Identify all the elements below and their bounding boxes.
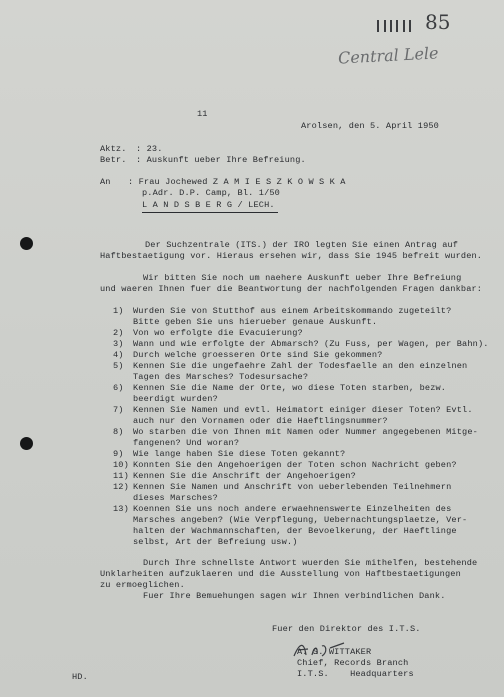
aktz-value: : 23. [136,144,163,154]
address-line-1: : Frau Jochewed Z A M I E S Z K O W S K A [128,177,346,187]
closing-line-3: zu ermoeglichen. [100,580,185,590]
closing-line-1: Durch Ihre schnellste Antwort wuerden Sie mithelfen, bestehende [143,558,478,568]
question-13-line-4: selbst, Art der Befreiung usw.) [133,537,298,547]
question-13-line-3: halten der Wachmannschaften, der Bevoelkerung, der Haeftlinge [133,526,457,536]
question-2-line-1: Von wo erfolgte die Evacuierung? [133,328,303,338]
question-5-num: 5) [113,361,124,371]
question-11-line-1: Kennen Sie die Anschrift der Angehoerigen? [133,471,356,481]
question-3-num: 3) [113,339,124,349]
address-line-2: p.Adr. D.P. Camp, Bl. 1/50 [142,188,280,198]
question-3-line-1: Wann und wie erfolgte der Abmarsch? (Zu Fuss, per Wagen, per Bahn). [133,339,489,349]
punch-hole-top [20,237,33,250]
question-13-line-1: Koennen Sie uns noch andere erwaehnenswerte Einzelheiten des [133,504,452,514]
question-5-line-1: Kennen Sie die ungefaehre Zahl der Todesfaelle an den einzelnen [133,361,468,371]
question-10-line-1: Konnten Sie den Angehoerigen der Toten schon Nachricht geben? [133,460,457,470]
address-label: An [100,177,111,187]
signature-org: I.T.S. Headquarters [297,669,414,679]
typist-initials: HD. [72,672,88,682]
address-underline [142,212,278,213]
file-number: 85 [425,10,451,34]
question-7-num: 7) [113,405,124,415]
question-9-num: 9) [113,449,124,459]
question-6-line-2: beerdigt wurden? [133,394,218,404]
question-6-line-1: Kennen Sie die Name der Orte, wo diese Toten starben, bezw. [133,383,447,393]
question-13-num: 13) [113,504,129,514]
question-9-line-1: Wie lange haben Sie diese Toten gekannt? [133,449,346,459]
question-7-line-1: Kennen Sie Namen und evtl. Heimatort einiger dieser Toten? Evtl. [133,405,473,415]
question-11-num: 11) [113,471,129,481]
question-7-line-2: auch nur den Vornamen oder die Haeftlingsnummer? [133,416,388,426]
question-5-line-2: Tagen des Marsches? Todesursache? [133,372,309,382]
request-line-1: Wir bitten Sie noch um naehere Auskunft ueber Ihre Befreiung [143,273,462,283]
signature-for-line: Fuer den Direktor des I.T.S. [272,624,421,634]
question-1-num: 1) [113,306,124,316]
betr-value: : Auskunft ueber Ihre Befreiung. [136,155,306,165]
betr-label: Betr. [100,155,127,165]
question-4-line-1: Durch welche groesseren Orte sind Sie gekommen? [133,350,383,360]
question-8-num: 8) [113,427,124,437]
closing-line-2: Unklarheiten aufzuklaeren und die Ausstellung von Haftbestaetigungen [100,569,461,579]
place-date: Arolsen, den 5. April 1950 [301,121,439,131]
intro-line-1: Der Suchzentrale (ITS.) der IRO legten Sie einen Antrag auf [145,240,459,250]
question-12-num: 12) [113,482,129,492]
question-10-num: 10) [113,460,129,470]
page-marker: 11 [197,109,208,119]
question-8-line-2: fangenen? Und woran? [133,438,240,448]
signature-name: A. S. WITTAKER [297,647,372,657]
thanks-line: Fuer Ihre Bemuehungen sagen wir Ihnen verbindlichen Dank. [143,591,446,601]
question-12-line-1: Kennen Sie Namen und Anschrift von ueberlebenden Teilnehmern [133,482,452,492]
question-1-line-1: Wurden Sie von Stutthof aus einem Arbeitskommando zugeteilt? [133,306,452,316]
punch-hole-bottom [20,437,33,450]
question-1-line-2: Bitte geben Sie uns hierueber genaue Auskunft. [133,317,378,327]
question-8-line-1: Wo starben die von Ihnen mit Namen oder Nummer angegebenen Mitge- [133,427,478,437]
signature-title: Chief, Records Branch [297,658,409,668]
question-4-num: 4) [113,350,124,360]
aktz-label: Aktz. [100,144,127,154]
handwritten-note: Central Lele [337,43,439,68]
request-line-2: und waeren Ihnen fuer die Beantwortung der nachfolgenden Fragen dankbar: [100,284,483,294]
question-6-num: 6) [113,383,124,393]
question-2-num: 2) [113,328,124,338]
question-12-line-2: dieses Marsches? [133,493,218,503]
file-number-tally-marks [377,18,417,32]
address-line-3: L A N D S B E R G / LECH. [142,200,275,210]
question-13-line-2: Marsches angeben? (Wie Verpflegung, Uebernachtungsplaetze, Ver- [133,515,468,525]
intro-line-2: Haftbestaetigung vor. Hieraus ersehen wir, dass Sie 1945 befreit wurden. [100,251,483,261]
